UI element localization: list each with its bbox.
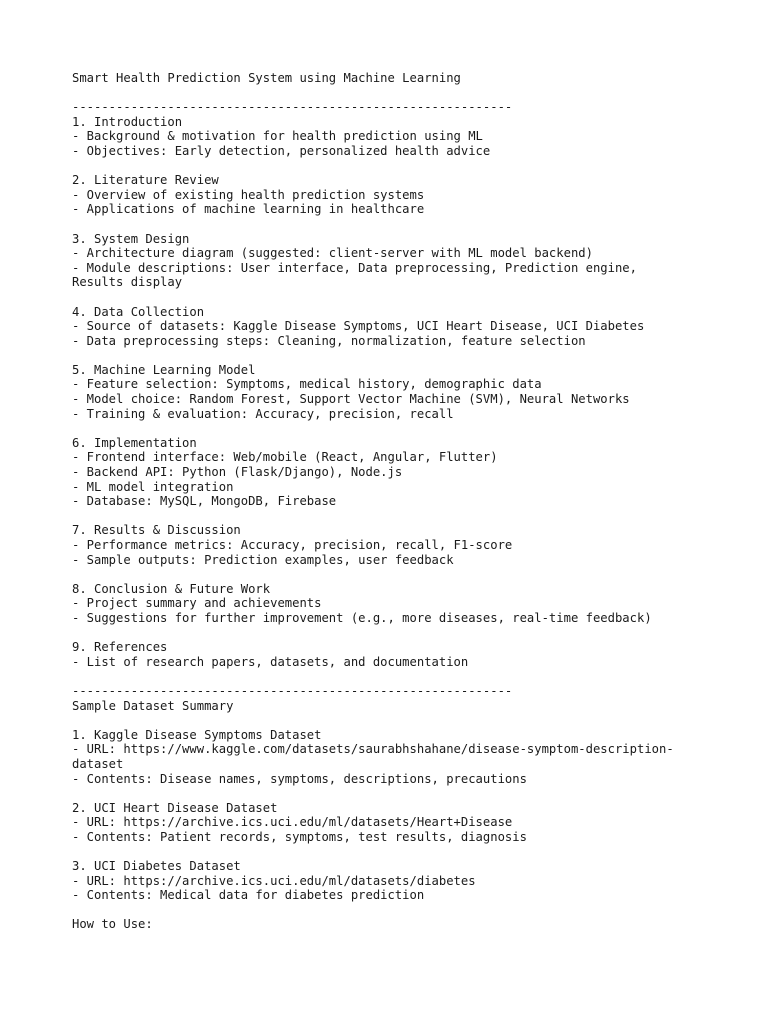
dataset-uci-heart-disease <box>72 801 752 845</box>
section-heading: 1. Introduction <box>72 114 183 129</box>
dataset-line: dataset <box>72 756 124 771</box>
section-heading: 5. Machine Learning Model <box>72 362 256 377</box>
section-line: - Project summary and achievements <box>72 596 322 611</box>
dataset-uci-diabetes <box>72 859 752 903</box>
section-data-collection <box>72 305 752 349</box>
section-heading: 3. System Design <box>72 231 190 246</box>
how-to-use-heading: How to Use: <box>72 917 153 932</box>
section-line: - Applications of machine learning in healthcare <box>72 202 425 217</box>
dataset-line: - Contents: Medical data for diabetes prediction <box>72 888 425 903</box>
section-line: Results display <box>72 275 183 290</box>
section-line: - Background & motivation for health prediction using ML <box>72 129 483 144</box>
section-line: - Performance metrics: Accuracy, precision, recall, F1-score <box>72 538 513 552</box>
section-system-design <box>72 232 752 290</box>
dataset-line: - Contents: Patient records, symptoms, test results, diagnosis <box>72 829 527 844</box>
spacer <box>72 217 752 232</box>
dataset-line: - URL: https://archive.ics.uci.edu/ml/datasets/diabetes <box>72 873 476 888</box>
section-heading: 9. References <box>72 640 168 655</box>
section-line: - Sample outputs: Prediction examples, user feedback <box>72 552 454 567</box>
section-line: - Module descriptions: User interface, Data preprocessing, Prediction engine, <box>72 260 637 275</box>
section-heading: 8. Conclusion & Future Work <box>72 581 271 596</box>
dataset-heading: 2. UCI Heart Disease Dataset <box>72 800 278 815</box>
section-line: - Frontend interface: Web/mobile (React, Angular, Flutter) <box>72 450 498 465</box>
section-line: - Model choice: Random Forest, Support Vector Machine (SVM), Neural Networks <box>72 392 630 407</box>
spacer <box>72 786 752 801</box>
dataset-heading: 1. Kaggle Disease Symptoms Dataset <box>72 727 322 742</box>
section-implementation <box>72 436 752 509</box>
section-references <box>72 640 752 669</box>
spacer <box>72 86 752 101</box>
section-conclusion-future-work <box>72 582 752 626</box>
section-heading: 6. Implementation <box>72 435 197 450</box>
spacer <box>72 626 752 641</box>
section-introduction <box>72 115 752 159</box>
spacer <box>72 567 752 582</box>
dataset-heading: 3. UCI Diabetes Dataset <box>72 859 241 874</box>
dataset-kaggle-disease-symptoms <box>72 728 752 786</box>
spacer <box>72 509 752 524</box>
section-heading: 4. Data Collection <box>72 304 205 319</box>
section-line: - List of research papers, datasets, and documentation <box>72 654 469 669</box>
spacer <box>72 421 752 436</box>
dataset-line: - Contents: Disease names, symptoms, descriptions, precautions <box>72 771 527 786</box>
dataset-line: - URL: https://archive.ics.uci.edu/ml/datasets/Heart+Disease <box>72 815 513 830</box>
section-line: - Data preprocessing steps: Cleaning, normalization, feature selection <box>72 333 586 348</box>
spacer <box>72 348 752 363</box>
divider: ------------------------------------------------------------ <box>72 100 513 115</box>
section-line: - Feature selection: Symptoms, medical history, demographic data <box>72 377 542 392</box>
divider: ------------------------------------------------------------ <box>72 683 513 698</box>
spacer <box>72 290 752 305</box>
spacer <box>72 159 752 174</box>
section-line: - ML model integration <box>72 479 234 494</box>
document-body <box>72 71 752 932</box>
section-heading: 7. Results & Discussion <box>72 523 241 538</box>
section-machine-learning-model <box>72 363 752 421</box>
section-heading: 2. Literature Review <box>72 173 219 188</box>
spacer <box>72 713 752 728</box>
section-line: - Training & evaluation: Accuracy, precision, recall <box>72 406 454 421</box>
spacer <box>72 669 752 684</box>
spacer <box>72 903 752 918</box>
spacer <box>72 844 752 859</box>
dataset-summary-title: Sample Dataset Summary <box>72 698 234 713</box>
section-line: - Backend API: Python (Flask/Django), Node.js <box>72 465 403 480</box>
section-line: - Architecture diagram (suggested: client-server with ML model backend) <box>72 246 593 261</box>
section-line: - Database: MySQL, MongoDB, Firebase <box>72 494 337 509</box>
section-line: - Overview of existing health prediction systems <box>72 187 425 202</box>
section-results-discussion <box>72 523 752 567</box>
document-title: Smart Health Prediction System using Machine Learning <box>72 71 461 85</box>
dataset-line: - URL: https://www.kaggle.com/datasets/saurabhshahane/disease-symptom-description- <box>72 742 674 757</box>
section-line: - Suggestions for further improvement (e.g., more diseases, real-time feedback) <box>72 610 652 625</box>
section-line: - Objectives: Early detection, personalized health advice <box>72 143 491 158</box>
section-line: - Source of datasets: Kaggle Disease Symptoms, UCI Heart Disease, UCI Diabetes <box>72 319 645 334</box>
section-literature-review <box>72 173 752 217</box>
